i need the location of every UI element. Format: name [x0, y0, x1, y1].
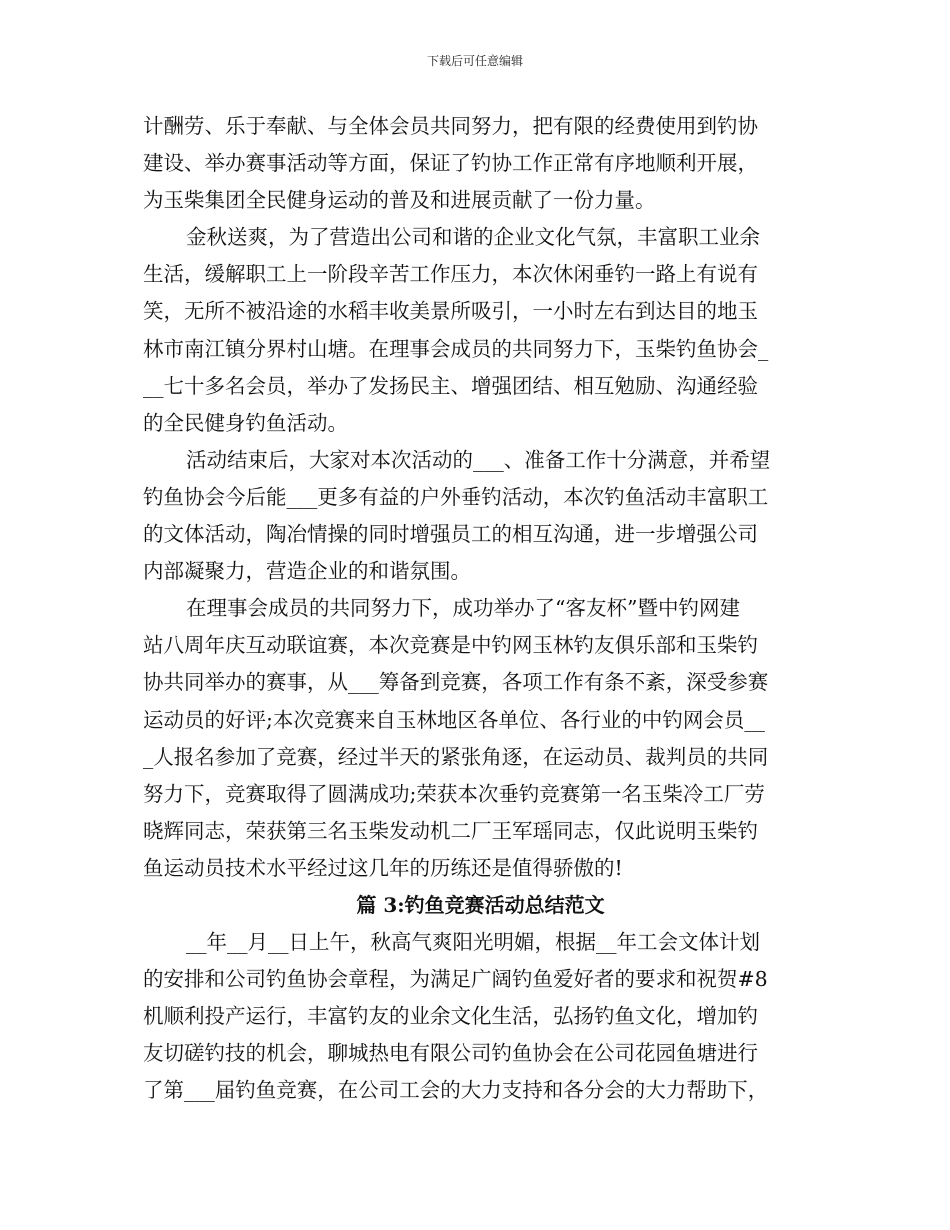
paragraph-first-line: 活动结束后，大家对本次活动的___、准备工作十分满意，并希望: [186, 447, 771, 472]
paragraph-line: 林市南江镇分界村山塘。在理事会成员的共同努力下，玉柴钓鱼协会_: [143, 336, 769, 361]
paragraph-3: [143, 442, 798, 590]
paragraph-line: 钓鱼协会今后能___更多有益的户外垂钓活动，本次钓鱼活动丰富职工: [143, 484, 769, 509]
paragraph-line: 为玉柴集团全民健身运动的普及和进展贡献了一份力量。: [143, 188, 656, 213]
paragraph-line: _人报名参加了竞赛，经过半天的紧张角逐，在运动员、裁判员的共同: [143, 744, 769, 769]
paragraph-line: 的安排和公司钓鱼协会章程，为满足广阔钓鱼爱好者的要求和祝贺#8: [143, 967, 768, 992]
paragraph-first-line: 在理事会成员的共同努力下，成功举办了“客友杯”暨中钓网建: [186, 596, 740, 621]
paragraph-2: [143, 219, 798, 442]
paragraph-1: [143, 108, 798, 219]
paragraph-first-line: 金秋送爽，为了营造出公司和谐的企业文化气氛，丰富职工业余: [186, 225, 760, 250]
paragraph-4: [143, 590, 798, 887]
paragraph-line: 站八周年庆互动联谊赛，本次竞赛是中钓网玉林钓友俱乐部和玉柴钓: [143, 633, 758, 658]
section-heading: 篇 3:钓鱼竞赛活动总结范文: [356, 892, 605, 917]
paragraph-line: 运动员的好评;本次竞赛来自玉林地区各单位、各行业的中钓网会员__: [143, 707, 765, 732]
paragraph-line: 努力下，竞赛取得了圆满成功;荣获本次垂钓竞赛第一名玉柴冷工厂劳: [143, 781, 765, 806]
paragraph-line: __七十多名会员，举办了发扬民主、增强团结、相互勉励、沟通经验: [143, 373, 758, 398]
paragraph-line: 内部凝聚力，营造企业的和谐氛围。: [143, 559, 471, 584]
page-header: 下载后可任意编辑: [426, 54, 523, 68]
paragraph-line: 笑，无所不被沿途的水稻丰收美景所吸引，一小时左右到达目的地玉: [143, 299, 758, 324]
paragraph-line: 机顺利投产运行，丰富钓友的业余文化生活，弘扬钓鱼文化，增加钓: [143, 1004, 758, 1029]
paragraph-line: 计酬劳、乐于奉献、与全体会员共同努力，把有限的经费使用到钓协: [143, 114, 758, 138]
paragraph-line: 生活，缓解职工上一阶段辛苦工作压力，本次休闲垂钓一路上有说有: [143, 262, 758, 287]
paragraph-line: 的全民健身钓鱼活动。: [143, 410, 348, 435]
document-body: [143, 108, 798, 1110]
paragraph-line: 了第___届钓鱼竞赛，在公司工会的大力支持和各分会的大力帮助下，: [143, 1078, 769, 1103]
paragraph-line: 的文体活动，陶冶情操的同时增强员工的相互沟通，进一步增强公司: [143, 522, 758, 547]
paragraph-line: 友切磋钓技的机会，聊城热电有限公司钓鱼协会在公司花园鱼塘进行: [143, 1041, 758, 1066]
paragraph-first-line: __年__月__日上午，秋高气爽阳光明媚，根据__年工会文体计划: [186, 930, 760, 955]
paragraph-line: 建设、举办赛事活动等方面，保证了钓协工作正常有序地顺利开展，: [143, 151, 758, 176]
paragraph-line: 鱼运动员技术水平经过这几年的历练还是值得骄傲的!: [143, 855, 623, 880]
paragraph-line: 协共同举办的赛事，从___筹备到竞赛，各项工作有条不紊，深受参赛: [143, 670, 769, 695]
paragraph-line: 晓辉同志，荣获第三名玉柴发动机二厂王军瑶同志，仅此说明玉柴钓: [143, 818, 758, 843]
section-paragraph: [143, 924, 798, 1109]
